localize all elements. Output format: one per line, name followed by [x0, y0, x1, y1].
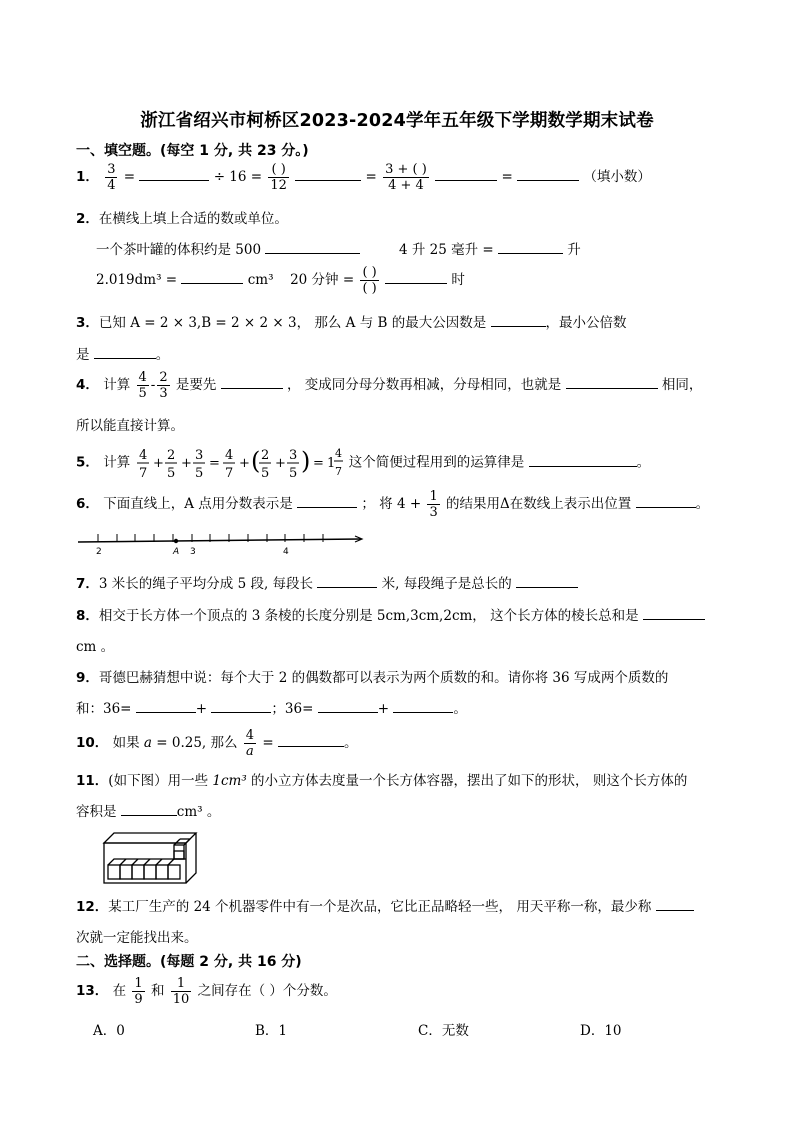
svg-text:2: 2	[166, 448, 175, 463]
svg-text:3: 3	[288, 448, 297, 463]
answer-blank[interactable]	[278, 732, 344, 747]
tick-label: 2	[96, 547, 102, 557]
answer-blank[interactable]	[295, 166, 361, 181]
answer-blank[interactable]	[656, 896, 694, 911]
question-number: 1．	[76, 169, 99, 185]
svg-text:4: 4	[334, 447, 342, 460]
question-13: 13． 在 $\frac{1}{9}$ 和 $\frac{1}{10}$ 之间存在（ ）个分数。	[76, 976, 337, 1007]
svg-text:1: 1	[326, 456, 335, 471]
svg-text:4: 4	[224, 448, 233, 463]
fraction-3-plus-blank: $\frac{3 + ( )}{4 + 4}$	[385, 162, 427, 193]
question-2: 2．在横线上填上合适的数或单位。	[76, 211, 288, 227]
answer-blank[interactable]	[636, 493, 696, 508]
svg-text:+: +	[274, 456, 286, 471]
answer-blank[interactable]	[393, 698, 453, 713]
question-1: 1． $\frac{3}{4}$ = ÷ 16 = $\frac{( )}{12}$ = $\frac{3 + ( )}{4 + 4}$ = （填小数）	[76, 162, 651, 193]
question-11-line-2: 容积是 cm³ 。	[76, 800, 220, 820]
answer-blank[interactable]	[435, 166, 497, 181]
answer-blank[interactable]	[94, 344, 156, 359]
answer-blank[interactable]	[529, 452, 637, 467]
question-11: 11．(如下图）用一些 1cm³ 的小立方体去度量一个长方体容器，摆出了如下的形状， 则这个长方体的	[76, 773, 688, 789]
svg-text:5: 5	[166, 466, 175, 481]
answer-blank[interactable]	[643, 605, 705, 620]
svg-text:(: (	[250, 447, 260, 475]
question-9-line-2: 和：36= + ；36= + 。	[76, 697, 467, 717]
page-title: 浙江省绍兴市柯桥区2023-2024学年五年级下学期数学期末试卷	[140, 111, 654, 131]
fraction-blank-12: $\frac{( )}{12}$	[270, 162, 287, 193]
answer-blank[interactable]	[491, 312, 546, 327]
answer-blank[interactable]	[566, 374, 658, 389]
answer-blank[interactable]	[317, 573, 377, 588]
question-12: 12．某工厂生产的 24 个机器零件中有一个是次品，它比正品略轻一些， 用天平称一称，最少称	[76, 895, 694, 915]
option-a[interactable]: A．0	[93, 1023, 125, 1039]
cuboid-cubes-figure	[100, 829, 200, 885]
tick-label: 3	[190, 547, 196, 557]
question-2-line-2: 2.019dm³ = cm³ 20 分钟 = $\frac{( )}{( )}$ 时	[96, 265, 465, 296]
question-4-line-2: 所以能直接计算。	[76, 418, 184, 434]
question-5: 5． 计算 4 7 + 2 5 + 3 5 = 4 7 + ( 2 5 + 3 5 ) = 1 4 7 这个简便过程用到的运算律是 。	[76, 447, 651, 481]
answer-blank[interactable]	[517, 166, 579, 181]
question-2-line-1: 一个茶叶罐的体积约是 500 4 升 25 毫升 = 升	[96, 238, 581, 258]
question-10: 10． 如果 a = 0.25, 那么 $\frac{4}{a}$ = 。	[76, 728, 358, 759]
svg-text:3: 3	[194, 448, 203, 463]
question-3: 3．已知 A = 2 × 3,B = 2 × 2 × 3， 那么 A 与 B 的最大公因数是 ，最小公倍数	[76, 311, 627, 331]
section-choice-heading: 二、选择题。(每题 2 分, 共 16 分)	[76, 954, 302, 970]
fill-decimal-note: （填小数）	[583, 169, 651, 185]
question-7: 7．3 米长的绳子平均分成 5 段, 每段长 米, 每段绳子是总长的	[76, 572, 578, 592]
answer-blank[interactable]	[265, 239, 360, 254]
svg-text:7: 7	[138, 466, 147, 481]
question-4: 4． 计算 $\frac{4}{5}$ - $\frac{2}{3}$ 是要先 ， 变成同分母分数再相减，分母相同，也就是 相同，	[76, 370, 703, 401]
svg-text:=: =	[312, 456, 324, 471]
simplification-expression	[135, 445, 345, 481]
section-fill-blank-heading: 一、填空题。(每空 1 分, 共 23 分。)	[76, 143, 309, 159]
svg-text:7: 7	[334, 465, 342, 478]
point-a	[174, 539, 178, 543]
question-12-line-2: 次就一定能找出来。	[76, 930, 198, 946]
answer-blank[interactable]	[181, 269, 243, 284]
answer-blank[interactable]	[139, 166, 209, 181]
tick-label-a: A	[173, 547, 180, 557]
svg-text:7: 7	[224, 466, 233, 481]
answer-blank[interactable]	[221, 374, 283, 389]
question-8: 8．相交于长方体一个顶点的 3 条棱的长度分别是 5cm,3cm,2cm， 这个长方体的棱长总和是	[76, 604, 705, 624]
answer-blank[interactable]	[385, 269, 447, 284]
question-9: 9．哥德巴赫猜想中说：每个大于 2 的偶数都可以表示为两个质数的和。请你将 36 写成两个质数的	[76, 670, 669, 686]
question-6: 6． 下面直线上，A 点用分数表示是 ； 将 4 + $\frac{1}{3}$ 的结果用Δ在数线上表示出位置 。	[76, 489, 710, 520]
question-8-line-2: cm 。	[76, 639, 115, 655]
svg-text:+: +	[152, 456, 164, 471]
option-d[interactable]: D．10	[580, 1023, 622, 1039]
answer-blank[interactable]	[136, 698, 196, 713]
option-b[interactable]: B．1	[255, 1023, 288, 1039]
answer-blank[interactable]	[318, 698, 378, 713]
svg-text:=: =	[208, 456, 220, 471]
svg-text:4: 4	[138, 448, 147, 463]
svg-text:5: 5	[194, 466, 203, 481]
svg-text:+: +	[238, 456, 250, 471]
option-c[interactable]: C．无数	[418, 1023, 469, 1039]
answer-blank[interactable]	[297, 493, 357, 508]
tick-label: 4	[283, 547, 289, 557]
number-line-axis	[78, 539, 361, 542]
svg-text:2: 2	[260, 448, 269, 463]
fraction-3-4: $\frac{3}{4}$	[107, 162, 116, 193]
question-3-line-2: 是 。	[76, 343, 169, 363]
svg-text:): )	[300, 447, 310, 475]
svg-text:5: 5	[260, 466, 269, 481]
number-line	[76, 530, 366, 558]
answer-blank[interactable]	[211, 698, 271, 713]
answer-blank[interactable]	[121, 801, 177, 816]
svg-text:+: +	[180, 456, 192, 471]
answer-blank[interactable]	[498, 239, 563, 254]
svg-text:5: 5	[288, 466, 297, 481]
fraction-blank-blank: $\frac{( )}{( )}$	[362, 265, 377, 296]
answer-blank[interactable]	[516, 573, 578, 588]
